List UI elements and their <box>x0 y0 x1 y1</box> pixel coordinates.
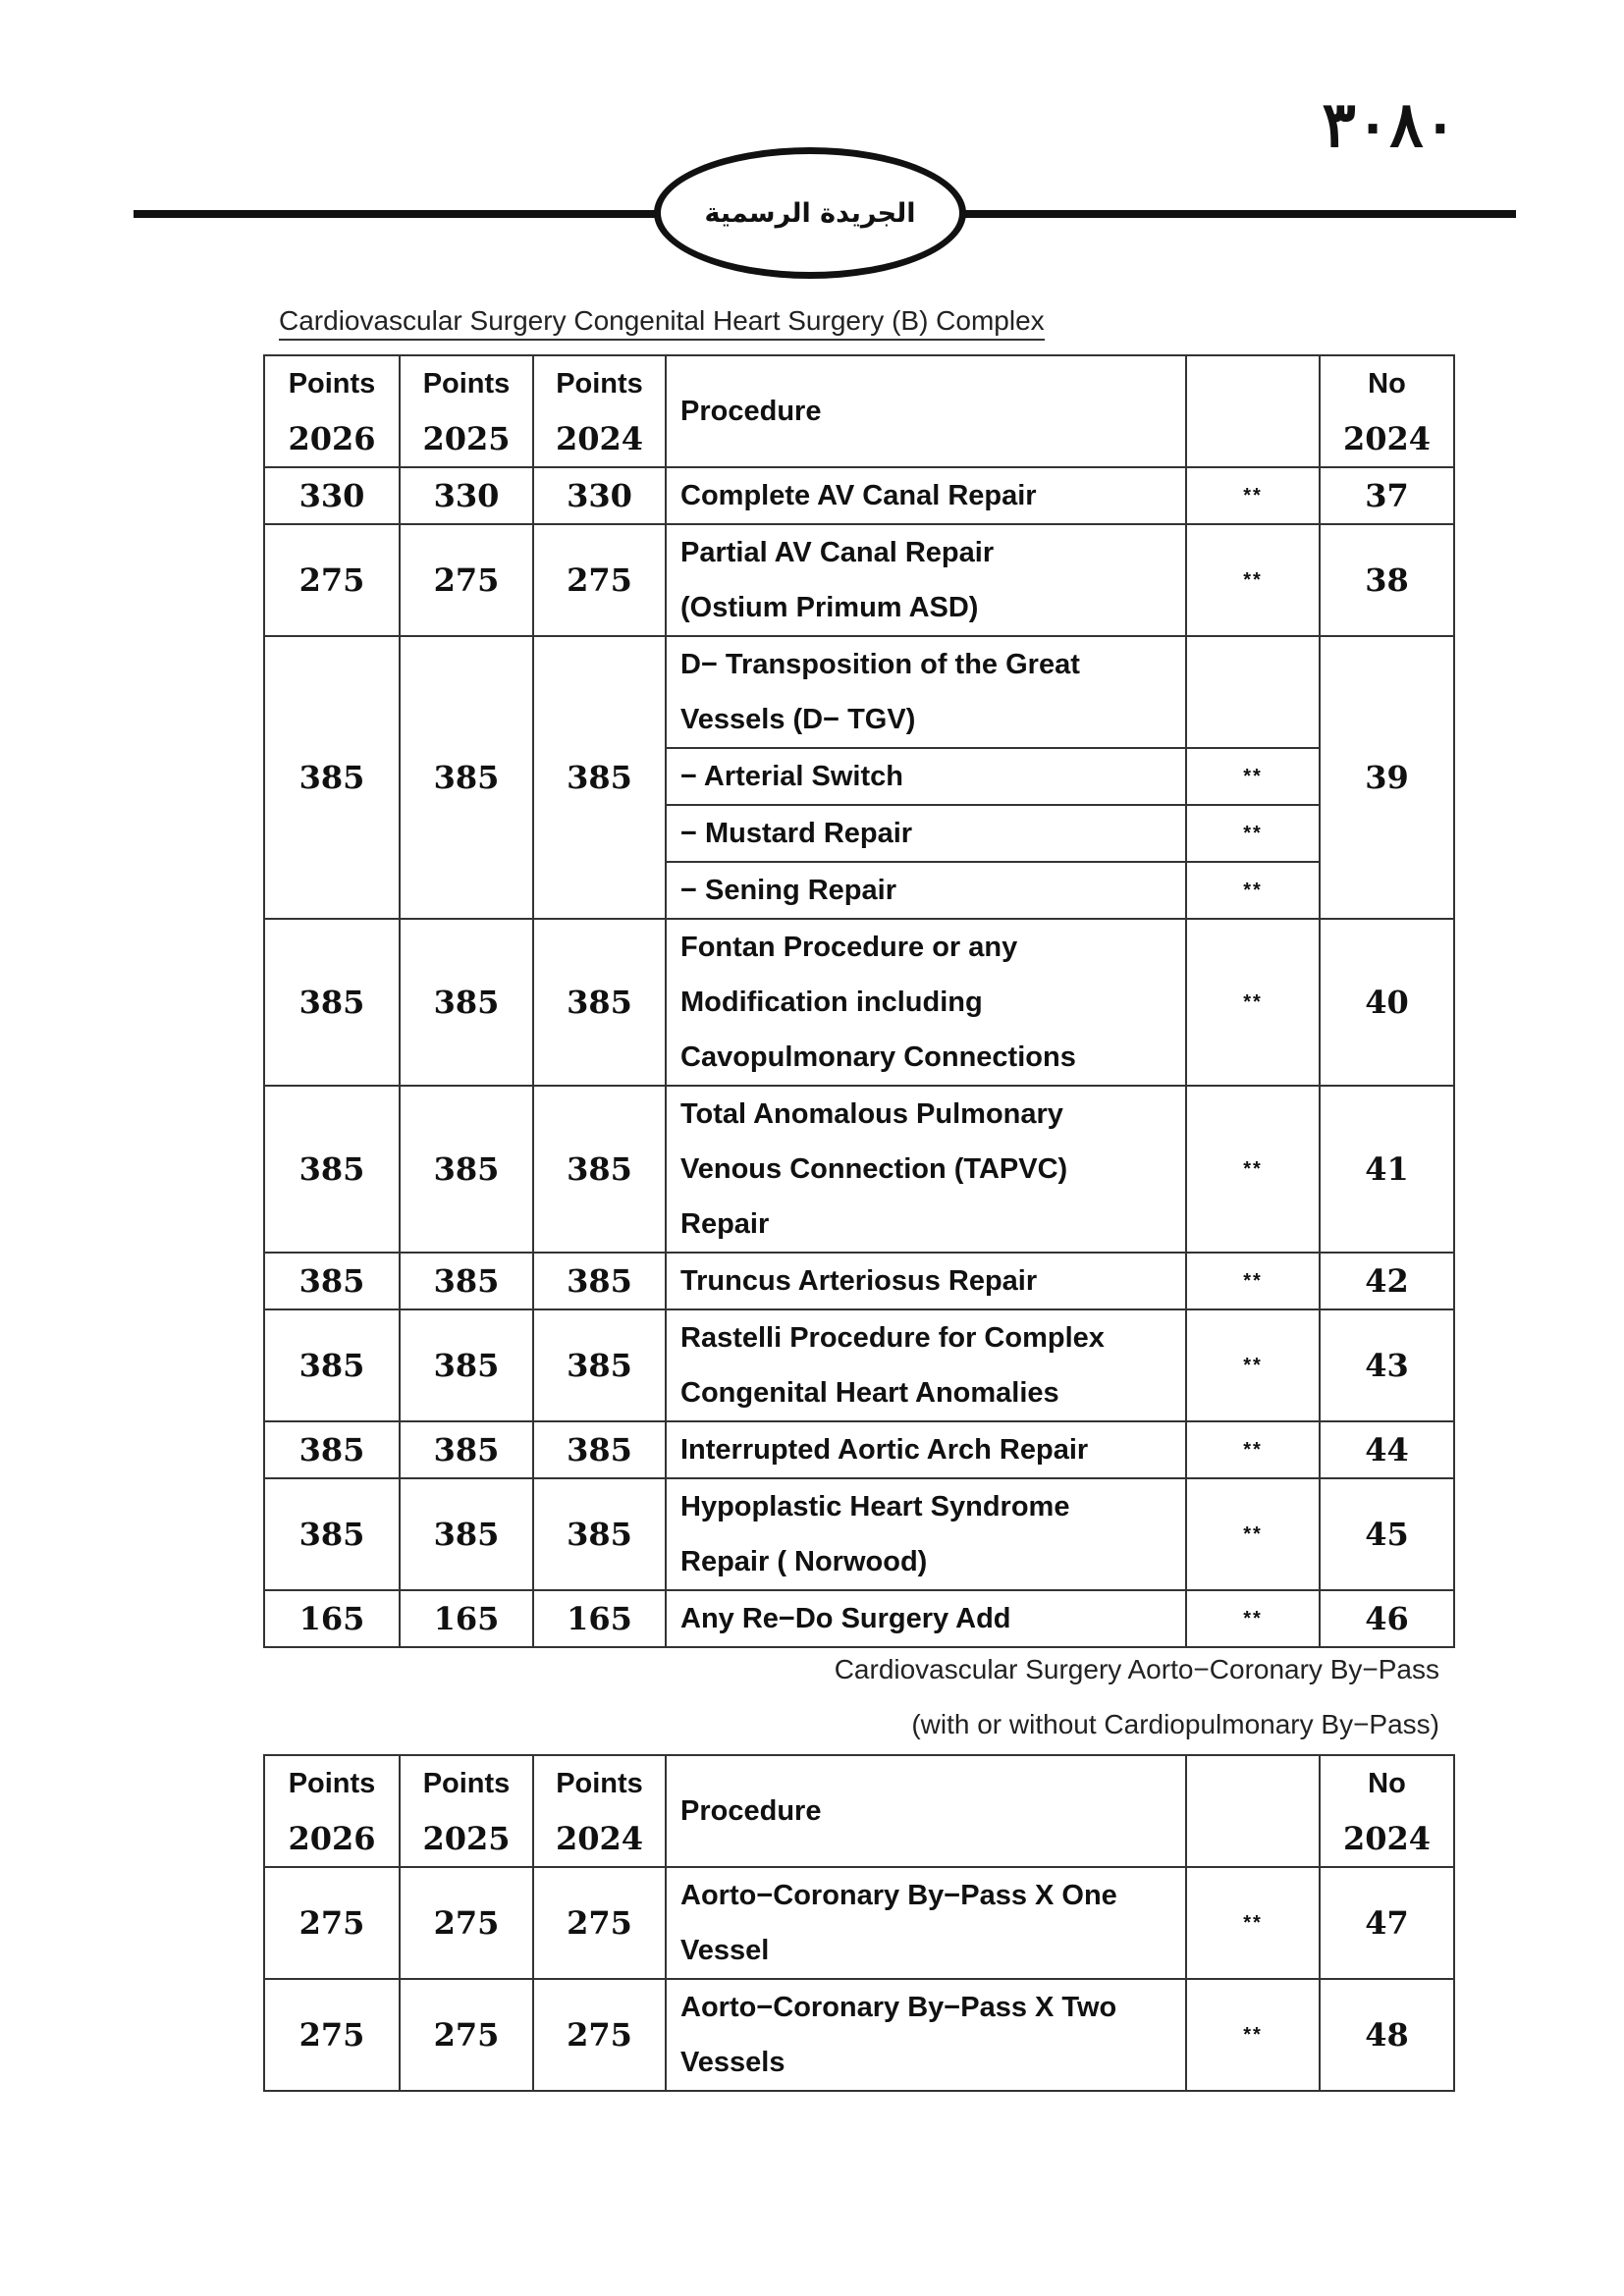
points-label: Points <box>556 1768 643 1799</box>
procedure-text: Venous Connection (TAPVC) <box>680 1153 1068 1185</box>
points-cell: 165 <box>264 1590 400 1647</box>
no-cell: 45 <box>1320 1478 1454 1590</box>
no-cell: 46 <box>1320 1590 1454 1647</box>
points-cell: 275 <box>264 524 400 636</box>
mark-cell: ** <box>1186 1421 1320 1478</box>
no-header <box>1320 355 1454 467</box>
mark-cell: ** <box>1186 524 1320 636</box>
no-year: 2024 <box>1342 1820 1432 1857</box>
no-cell: 38 <box>1320 524 1454 636</box>
no-cell: 48 <box>1320 1979 1454 2091</box>
points-header-2025 <box>400 355 533 467</box>
points-year: 2026 <box>288 420 376 457</box>
points-cell: 275 <box>264 1979 400 2091</box>
points-cell: 385 <box>533 1086 666 1253</box>
points-label: Points <box>288 1768 376 1799</box>
points-cell: 165 <box>400 1590 533 1647</box>
procedure-cell <box>666 862 1186 919</box>
no-label: No <box>1368 1768 1406 1799</box>
procedure-text: Complete AV Canal Repair <box>680 480 1037 511</box>
mark-cell: ** <box>1186 1478 1320 1590</box>
no-cell: 47 <box>1320 1867 1454 1979</box>
procedure-header <box>666 1755 1186 1867</box>
points-cell: 385 <box>400 1478 533 1590</box>
points-header-2025 <box>400 1755 533 1867</box>
points-cell: 330 <box>400 467 533 524</box>
points-year: 2026 <box>288 1820 376 1857</box>
points-cell: 165 <box>533 1590 666 1647</box>
points-cell: 385 <box>264 919 400 1086</box>
section-title-bypass: Cardiovascular Surgery Aorto−Coronary By−Pass <box>834 1654 1439 1684</box>
points-cell: 330 <box>533 467 666 524</box>
points-cell: 385 <box>533 1309 666 1421</box>
points-cell: 385 <box>264 1309 400 1421</box>
points-cell: 385 <box>264 1478 400 1590</box>
points-cell: 385 <box>400 1421 533 1478</box>
masthead-oval <box>654 147 966 279</box>
table-row <box>264 524 1454 636</box>
table-row <box>264 1253 1454 1309</box>
points-cell: 385 <box>400 1086 533 1253</box>
table-header-row <box>264 1755 1454 1867</box>
procedure-text: Congenital Heart Anomalies <box>680 1377 1059 1409</box>
points-cell: 275 <box>533 524 666 636</box>
procedure-text: − Arterial Switch <box>680 761 903 792</box>
points-label: Points <box>288 368 376 400</box>
procedure-text: Rastelli Procedure for Complex <box>680 1322 1105 1354</box>
points-cell: 275 <box>264 1867 400 1979</box>
mark-header <box>1186 355 1320 467</box>
table-row <box>264 1421 1454 1478</box>
table-row <box>264 1309 1454 1421</box>
mark-cell: ** <box>1186 1086 1320 1253</box>
points-cell: 385 <box>264 1253 400 1309</box>
bypass-procedures-table <box>263 1754 1455 2092</box>
points-label: Points <box>556 368 643 400</box>
procedure-cell <box>666 1478 1186 1590</box>
table-row <box>264 1867 1454 1979</box>
no-cell: 40 <box>1320 919 1454 1086</box>
points-cell: 385 <box>264 636 400 919</box>
points-cell: 275 <box>400 1979 533 2091</box>
procedure-cell <box>666 919 1186 1086</box>
points-cell: 385 <box>533 636 666 919</box>
procedure-cell <box>666 1253 1186 1309</box>
mark-cell: ** <box>1186 748 1320 805</box>
no-header <box>1320 1755 1454 1867</box>
procedure-header <box>666 355 1186 467</box>
procedure-cell <box>666 1979 1186 2091</box>
mark-cell: ** <box>1186 805 1320 862</box>
procedure-text: Any Re−Do Surgery Add <box>680 1603 1011 1634</box>
points-cell: 385 <box>400 1253 533 1309</box>
procedure-text: Total Anomalous Pulmonary <box>680 1098 1063 1130</box>
points-cell: 385 <box>533 919 666 1086</box>
procedure-text: Interrupted Aortic Arch Repair <box>680 1434 1089 1466</box>
points-header-2024 <box>533 355 666 467</box>
procedure-text: Aorto−Coronary By−Pass X One <box>680 1880 1117 1911</box>
points-cell: 385 <box>400 1309 533 1421</box>
table-row <box>264 919 1454 1086</box>
no-label: No <box>1368 368 1406 400</box>
mark-cell: ** <box>1186 919 1320 1086</box>
points-year: 2024 <box>555 1820 644 1857</box>
section-subtitle-bypass: (with or without Cardiopulmonary By−Pass) <box>911 1709 1439 1739</box>
masthead-title: الجريدة الرسمية <box>704 197 916 229</box>
points-cell: 275 <box>400 1867 533 1979</box>
points-cell: 275 <box>533 1867 666 1979</box>
points-cell: 385 <box>400 919 533 1086</box>
procedure-text: (Ostium Primum ASD) <box>680 592 979 623</box>
table-row <box>264 467 1454 524</box>
table-row <box>264 1979 1454 2091</box>
procedure-cell <box>666 805 1186 862</box>
procedure-text: Modification including <box>680 987 983 1018</box>
procedure-cell <box>666 1086 1186 1253</box>
no-cell: 39 <box>1320 636 1454 919</box>
procedure-text: Repair <box>680 1208 770 1240</box>
points-year: 2025 <box>422 420 511 457</box>
procedure-label: Procedure <box>680 1795 822 1827</box>
points-cell: 385 <box>533 1253 666 1309</box>
procedure-cell <box>666 748 1186 805</box>
procedure-cell <box>666 1590 1186 1647</box>
mark-cell: ** <box>1186 1867 1320 1979</box>
mark-cell: ** <box>1186 1590 1320 1647</box>
no-year: 2024 <box>1342 420 1432 457</box>
page-number: ٣٠٨٠ <box>1322 88 1457 162</box>
procedure-text: Cavopulmonary Connections <box>680 1041 1076 1073</box>
procedure-label: Procedure <box>680 396 822 427</box>
points-header-2026 <box>264 355 400 467</box>
procedure-cell <box>666 1867 1186 1979</box>
procedure-text: Hypoplastic Heart Syndrome <box>680 1491 1070 1522</box>
procedure-cell <box>666 467 1186 524</box>
mark-cell: ** <box>1186 1253 1320 1309</box>
points-header-2026 <box>264 1755 400 1867</box>
procedure-text: − Sening Repair <box>680 875 896 906</box>
procedure-cell <box>666 1309 1186 1421</box>
procedure-cell <box>666 636 1186 748</box>
points-year: 2024 <box>555 420 644 457</box>
no-cell: 37 <box>1320 467 1454 524</box>
points-cell: 385 <box>400 636 533 919</box>
procedure-text: Partial AV Canal Repair <box>680 537 995 568</box>
mark-cell <box>1186 636 1320 748</box>
no-cell: 44 <box>1320 1421 1454 1478</box>
table-row <box>264 636 1454 748</box>
procedure-text: D− Transposition of the Great <box>680 649 1080 680</box>
table-row <box>264 1590 1454 1647</box>
points-cell: 330 <box>264 467 400 524</box>
congenital-procedures-table <box>263 354 1455 1648</box>
procedure-text: Vessel <box>680 1935 770 1966</box>
procedure-text: Vessels (D− TGV) <box>680 704 916 735</box>
points-cell: 385 <box>533 1478 666 1590</box>
points-header-2024 <box>533 1755 666 1867</box>
procedure-text: Vessels <box>680 2047 785 2078</box>
mark-header <box>1186 1755 1320 1867</box>
mark-cell: ** <box>1186 1979 1320 2091</box>
table-row <box>264 1478 1454 1590</box>
mark-cell: ** <box>1186 467 1320 524</box>
table-row <box>264 1086 1454 1253</box>
mark-cell: ** <box>1186 1309 1320 1421</box>
no-cell: 41 <box>1320 1086 1454 1253</box>
procedure-cell <box>666 524 1186 636</box>
points-cell: 275 <box>533 1979 666 2091</box>
section-title-congenital: Cardiovascular Surgery Congenital Heart Surgery (B) Complex <box>279 305 1045 341</box>
mark-cell: ** <box>1186 862 1320 919</box>
procedure-text: Aorto−Coronary By−Pass X Two <box>680 1992 1117 2023</box>
points-label: Points <box>422 1768 511 1799</box>
points-cell: 385 <box>264 1421 400 1478</box>
points-cell: 275 <box>400 524 533 636</box>
points-label: Points <box>422 368 511 400</box>
no-cell: 42 <box>1320 1253 1454 1309</box>
points-cell: 385 <box>533 1421 666 1478</box>
procedure-text: Repair ( Norwood) <box>680 1546 928 1577</box>
procedure-text: − Mustard Repair <box>680 818 913 849</box>
procedure-text: Fontan Procedure or any <box>680 932 1018 963</box>
procedure-text: Truncus Arteriosus Repair <box>680 1265 1038 1297</box>
no-cell: 43 <box>1320 1309 1454 1421</box>
table-header-row <box>264 355 1454 467</box>
points-year: 2025 <box>422 1820 511 1857</box>
points-cell: 385 <box>264 1086 400 1253</box>
procedure-cell <box>666 1421 1186 1478</box>
